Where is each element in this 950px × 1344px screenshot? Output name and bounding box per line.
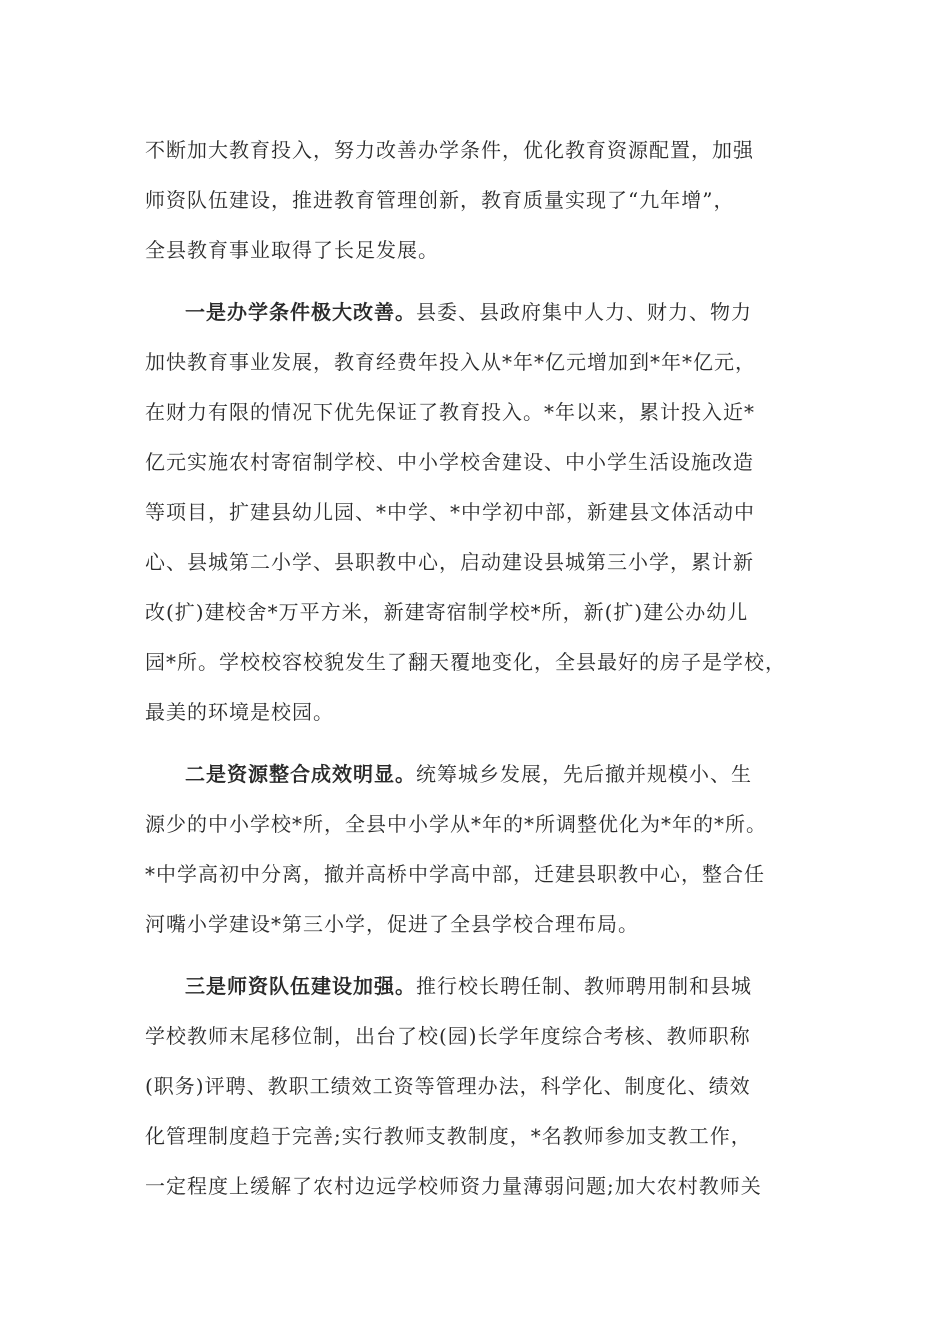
- section-first-line: [185, 298, 752, 326]
- paragraph-line: 学校教师末尾移位制，出台了校(园)长学年度综合考核、教师职称: [145, 1024, 751, 1048]
- paragraph-line: 改(扩)建校舍*万平方米，新建寄宿制学校*所，新(扩)建公办幼儿: [145, 600, 749, 624]
- paragraph-line: 在财力有限的情况下优先保证了教育投入。*年以来，累计投入近*: [145, 400, 755, 424]
- paragraph-line: 加快教育事业发展，教育经费年投入从*年*亿元增加到*年*亿元，: [145, 350, 756, 374]
- section-first-line: [185, 972, 752, 1000]
- paragraph-line: 最美的环境是校园。: [145, 700, 334, 724]
- section-first-line-text: 统筹城乡发展，先后撤并规模小、生: [416, 762, 752, 786]
- section-lead-heading: 二是资源整合成效明显。: [185, 762, 416, 786]
- paragraph-line: 一定程度上缓解了农村边远学校师资力量薄弱问题;加大农村教师关: [145, 1174, 762, 1198]
- paragraph-line: (职务)评聘、教职工绩效工资等管理办法，科学化、制度化、绩效: [145, 1074, 751, 1098]
- section-lead-heading: 一是办学条件极大改善。: [185, 300, 416, 324]
- paragraph-line: *中学高初中分离，撤并高桥中学高中部，迁建县职教中心，整合任: [145, 862, 765, 886]
- section-first-line-text: 推行校长聘任制、教师聘用制和县城: [416, 974, 752, 998]
- paragraph-line: 化管理制度趋于完善;实行教师支教制度，*名教师参加支教工作，: [145, 1124, 752, 1148]
- paragraph-line: 亿元实施农村寄宿制学校、中小学校舍建设、中小学生活设施改造: [145, 450, 754, 474]
- paragraph-line: 全县教育事业取得了长足发展。: [145, 238, 439, 262]
- paragraph-line: 等项目，扩建县幼儿园、*中学、*中学初中部，新建县文体活动中: [145, 500, 755, 524]
- paragraph-line: 师资队伍建设，推进教育管理创新，教育质量实现了“九年增”，: [145, 188, 735, 212]
- paragraph-line: 不断加大教育投入，努力改善办学条件，优化教育资源配置，加强: [145, 138, 754, 162]
- paragraph-line: 园*所。学校校容校貌发生了翻天覆地变化，全县最好的房子是学校，: [145, 650, 786, 674]
- paragraph-line: 源少的中小学校*所，全县中小学从*年的*所调整优化为*年的*所。: [145, 812, 767, 836]
- paragraph-line: 河嘴小学建设*第三小学，促进了全县学校合理布局。: [145, 912, 639, 936]
- paragraph-line: 心、县城第二小学、县职教中心，启动建设县城第三小学，累计新: [145, 550, 754, 574]
- section-first-line-text: 县委、县政府集中人力、财力、物力: [416, 300, 752, 324]
- section-first-line: [185, 760, 752, 788]
- section-lead-heading: 三是师资队伍建设加强。: [185, 974, 416, 998]
